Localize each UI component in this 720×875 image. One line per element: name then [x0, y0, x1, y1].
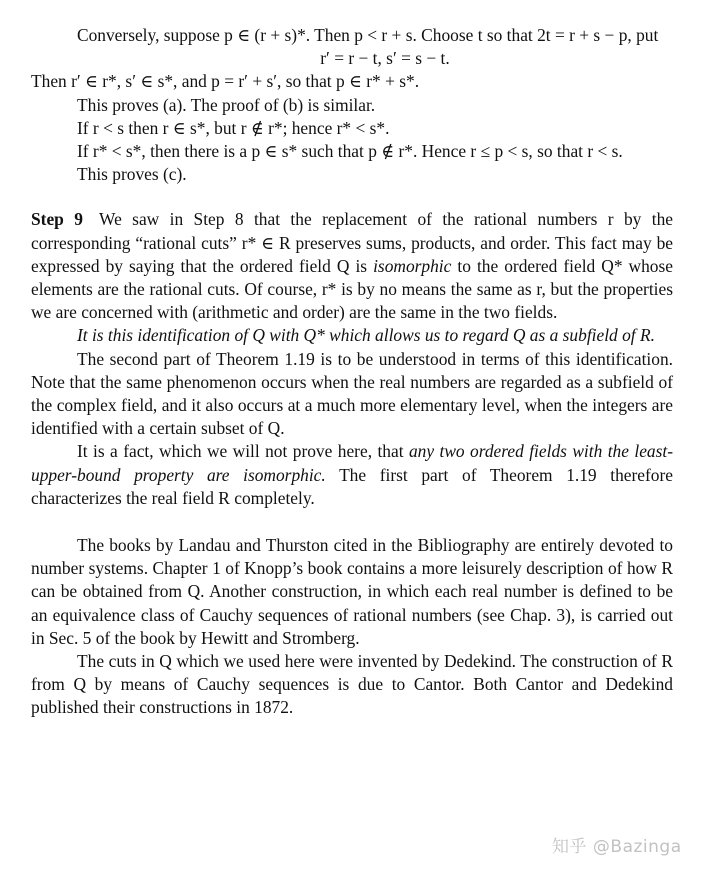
step9-paragraph-theorem: The second part of Theorem 1.19 is to be understood in terms of this identification. Note that the same phenomenon occurs when the real numbers are regarded as a subfield of the complex field, and it also occurs at a much more elementary level, when the integers are identified with a certain subset of Q. [31, 348, 673, 439]
step9-paragraph-isomorphic [31, 208, 673, 324]
proof-paragraph-c: This proves (c). [77, 164, 187, 185]
equation-r-prime-s-prime: r′ = r − t, s′ = s − t. [320, 48, 450, 69]
section-gap [31, 510, 673, 534]
step9-text-b: to the ordered field Q* whose elements are the rational cuts. Of course, r* is by no means the same as r, but the properties we are concerned with (arithmetic and order) are the same in the two fields. [31, 255, 673, 323]
step9-emphasis-fact: any two ordered fields with the least-upper-bound property are isomorphic. [31, 441, 673, 485]
proof-paragraph-conclusion: Then r′ ∈ r*, s′ ∈ s*, and p = r′ + s′, so that p ∈ r* + s*. [31, 71, 420, 92]
step9-label: Step 9 [31, 209, 83, 230]
closing-paragraph-dedekind: The cuts in Q which we used here were invented by Dedekind. The construction of R from Q by means of Cauchy sequences is due to Cantor. Both Cantor and Dedekind published their constructions in 1872. [31, 651, 673, 718]
proof-paragraph-order-reverse: If r* < s*, then there is a p ∈ s* such that p ∉ r*. Hence r ≤ p < s, so that r < s. [77, 141, 623, 162]
proof-paragraph-order-forward: If r < s then r ∈ s*, but r ∉ r*; hence r* < s*. [77, 117, 390, 138]
step9-fact-text-a: It is a fact, which we will not prove here, that [77, 441, 404, 462]
closing-paragraph-books: The books by Landau and Thurston cited in the Bibliography are entirely devoted to number systems. Chapter 1 of Knopp’s book contains a more leisurely description of how R can be obtained from Q. Another construction, in which each real number is defined to be an equivalence class of Cauchy sequences of rational numbers (see Chap. 3), is carried out in Sec. 5 of the book by Hewitt and Stromberg. [31, 535, 673, 648]
step9-emphasis-identification: It is this identification of Q with Q* which allows us to regard Q as a subfield of R. [77, 325, 655, 346]
book-page [31, 24, 673, 720]
step9-paragraph-fact [31, 440, 673, 510]
step9-text-a: We saw in Step 8 that the replacement of the rational numbers r by the corresponding “rational cuts” r* ∈ R preserves sums, products, and order. This fact may be expressed by saying that the ordered field Q is [31, 209, 673, 276]
step9-paragraph-identification [31, 324, 673, 347]
step9-emphasis-isomorphic: isomorphic [373, 255, 452, 276]
watermark: 知乎 @Bazinga [552, 837, 682, 857]
proof-paragraph-a-b: This proves (a). The proof of (b) is similar. [77, 94, 376, 115]
step9-fact-text-b: The first part of Theorem 1.19 therefore characterizes the real field R completely. [31, 464, 673, 508]
proof-paragraph-converse: Conversely, suppose p ∈ (r + s)*. Then p < r + s. Choose t so that 2t = r + s − p, put [77, 25, 659, 45]
section-gap [31, 186, 673, 208]
